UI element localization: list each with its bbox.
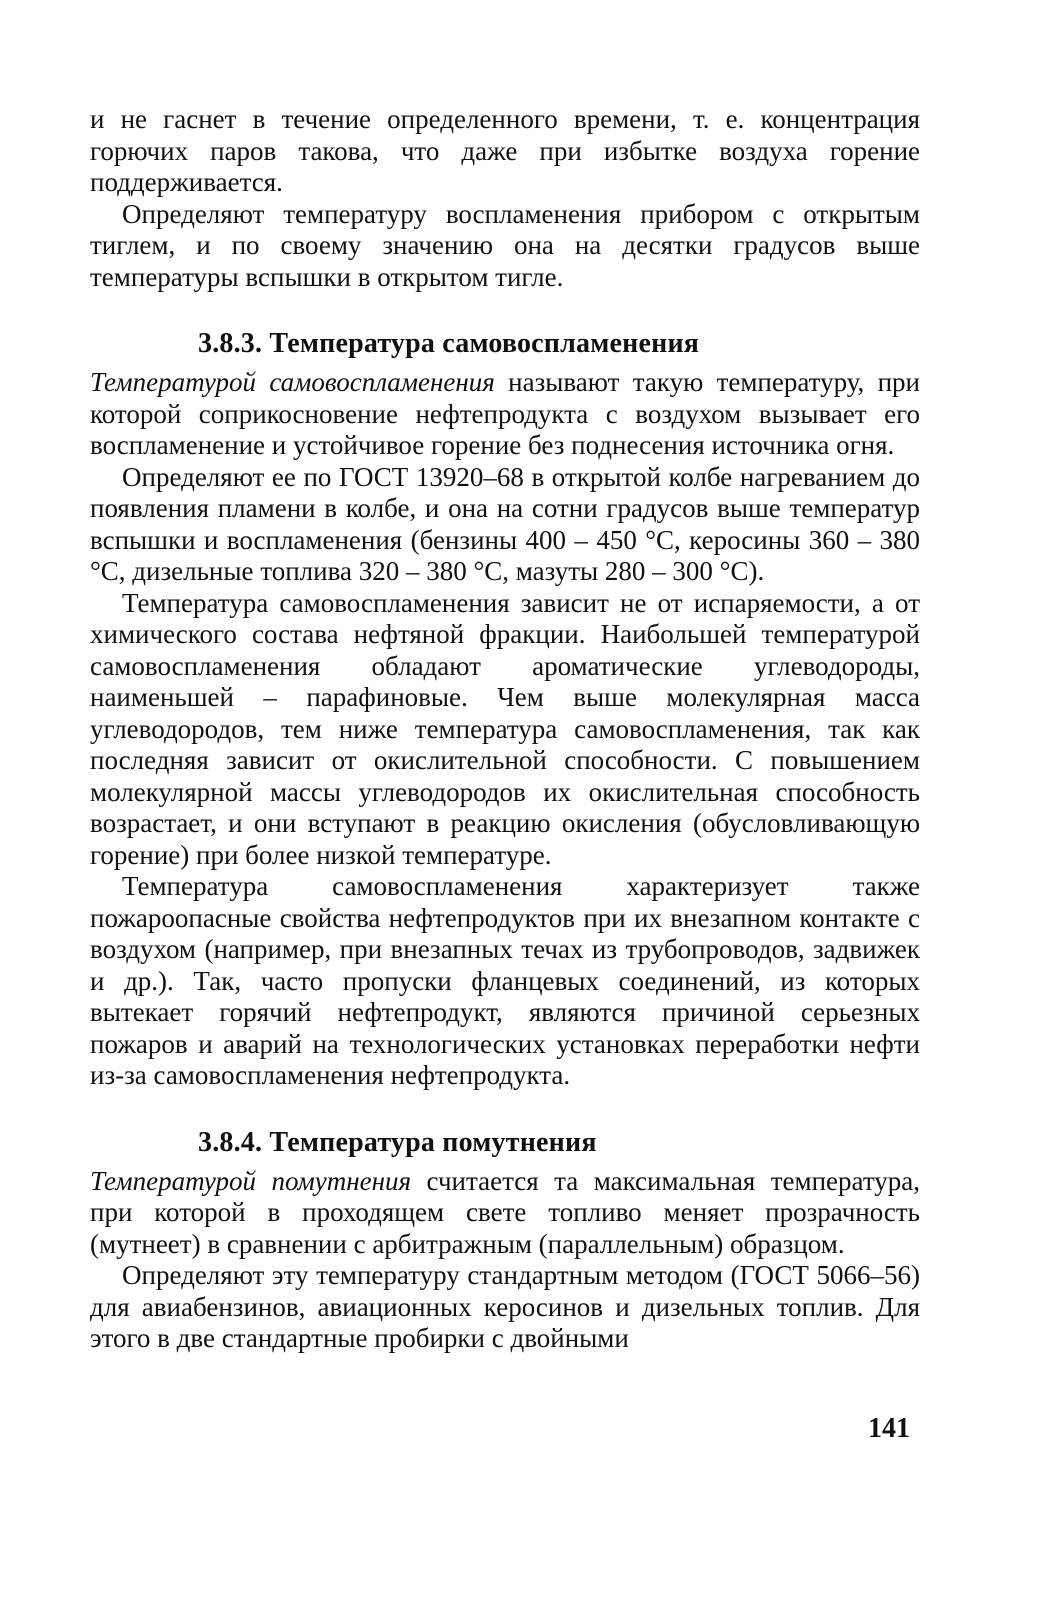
paragraph-ignition-method: Определяют температуру воспламенения прибором с открытым тиглем, и по своему значению она на десятки градусов выше температуры вспышки в открытом тигле.	[90, 198, 920, 292]
spacer	[90, 1092, 920, 1126]
paragraph-autoignition-dependence: Температура самовоспламенения зависит не от испаряемости, а от химического состава нефтяной фракции. Наибольшей температурой самовоспламенения обладают ароматические углеводороды, наименьшей – парафиновые. Чем выше молекулярная масса углеводородов, тем ниже температура самовоспламенения, так как последняя зависит от окислительной способности. С повышением молекулярной массы углеводородов их окислительная способность возрастает, и они вступают в реакцию окисления (обусловливающую горение) при более низкой температуре.	[90, 587, 920, 870]
definition-text: считается та максимальная температура, при которой в проходящем свете топливо меняет прозрачность (мутнеет) в сравнении с арбитражным (параллельным) образцом.	[90, 1165, 920, 1259]
paragraph-cloud-point-method: Определяют эту температуру стандартным методом (ГОСТ 5066–56) для авиабензинов, авиационных керосинов и дизельных топлив. Для этого в две стандартные пробирки с двойными	[90, 1260, 920, 1353]
paragraph-continuation: и не гаснет в течение определенного времени, т. е. концентрация горючих паров такова, что даже при избытке воздуха горение поддерживается.	[90, 104, 920, 197]
term-autoignition: Температурой самовоспламенения	[90, 367, 495, 397]
section-title-3-8-3: 3.8.3. Температура самовоспламенения	[198, 328, 700, 359]
spacer	[90, 293, 920, 327]
definition-text: называют такую температуру, при которой соприкосновение нефтепродукта с воздухом вызывает его воспламенение и устойчивое горение без поднесения источника огня.	[90, 367, 921, 460]
paragraph-cloud-point-definition	[90, 1166, 920, 1261]
paragraph-autoignition-definition	[90, 367, 920, 462]
page-body	[90, 104, 920, 1355]
page-number: 141	[868, 1413, 910, 1444]
paragraph-autoignition-fire-hazard: Температура самовоспламенения характеризует также пожароопасные свойства нефтепродуктов при их внезапном контакте с воздухом (например, при внезапных течах из трубопроводов, задвижек и др.). Так, часто пропуски фланцевых соединений, из которых вытекает горячий нефтепродукт, являются причиной серьезных пожаров и аварий на технологических установках переработки нефти из-за самовоспламенения нефтепродукта.	[90, 871, 920, 1090]
term-cloud-point: Температурой помутнения	[90, 1165, 412, 1196]
section-title-3-8-4: 3.8.4. Температура помутнения	[198, 1126, 597, 1158]
paragraph-autoignition-method: Определяют ее по ГОСТ 13920–68 в открытой колбе нагреванием до появления пламени в колбе, и она на сотни градусов выше температур вспышки и воспламенения (бензины 400 – 450 °С, керосины 360 – 380 °С, дизельные топлива 320 – 380 °С, мазуты 280 – 300 °С).	[90, 461, 920, 586]
